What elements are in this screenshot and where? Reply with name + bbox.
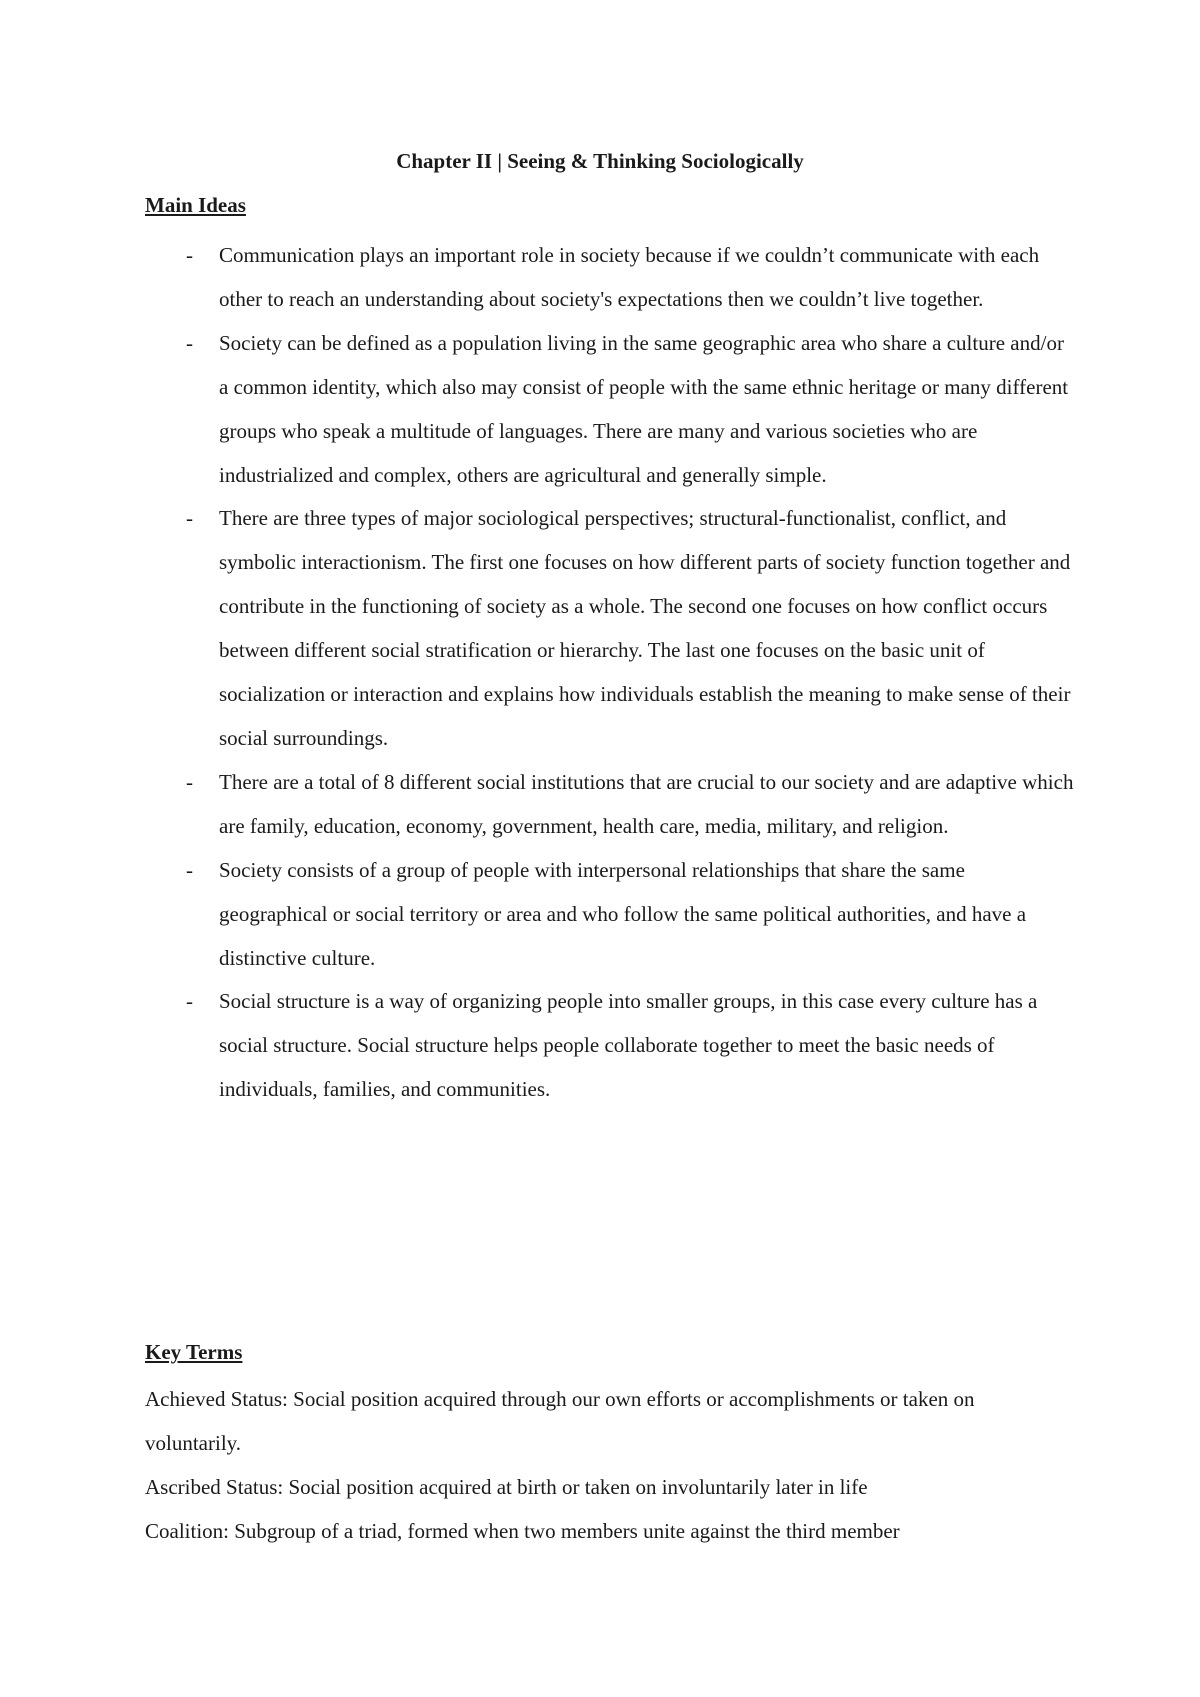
main-idea-text: Social structure is a way of organizing people into smaller groups, in this case every culture has a social structure. Social structure helps people collaborate together to meet the basic needs of individuals, families, and communities. [219,989,1038,1102]
bullet-dash: - [186,506,193,531]
bullet-dash: - [186,769,193,794]
bullet-dash: - [186,243,193,267]
main-idea-text: Society consists of a group of people with interpersonal relationships that share the same geographical or social territory or area and who follow the same political authorities, and have a distinctive culture. [219,857,1027,970]
bullet-dash: - [186,989,193,1014]
main-idea-item [145,761,1075,849]
key-term-definition: Ascribed Status: Social position acquired at birth or taken on involuntarily later in life [145,1474,868,1499]
main-ideas-heading: Main Ideas [145,193,246,217]
bullet-dash: - [186,857,193,882]
key-term-definition: Achieved Status: Social position acquired through our own efforts or accomplishments or taken on voluntarily. [145,1387,975,1455]
main-idea-item [145,234,1075,322]
main-ideas-list [145,234,1075,1112]
key-terms-list [145,1378,1075,1554]
key-terms-heading: Key Terms [145,1340,243,1364]
main-idea-item [145,497,1075,760]
main-idea-item [145,980,1075,1112]
main-idea-text: There are a total of 8 different social institutions that are crucial to our society and are adaptive which are family, education, economy, government, health care, media, military, and religion. [219,769,1074,838]
main-idea-item [145,322,1075,498]
key-term-definition: Coalition: Subgroup of a triad, formed when two members unite against the third member [145,1518,900,1543]
page-title: Chapter II | Seeing & Thinking Sociologically [396,149,804,173]
main-idea-text: There are three types of major sociological perspectives; structural-functionalist, conflict, and symbolic interactionism. The first one focuses on how different parts of society function together and contribute in the functioning of society as a whole. The second one focuses on how conflict occurs between different social stratification or hierarchy. The last one focuses on the basic unit of socialization or interaction and explains how individuals establish the meaning to make sense of their social surroundings. [219,506,1071,750]
main-idea-item [145,849,1075,981]
main-idea-text: Society can be defined as a population living in the same geographic area who share a culture and/or a common identity, which also may consist of people with the same ethnic heritage or many different groups who speak a multitude of languages. There are many and various societies who are industrialized and complex, others are agricultural and generally simple. [219,330,1069,487]
main-idea-text: Communication plays an important role in society because if we couldn’t communicate with each other to reach an understanding about society's expectations then we couldn’t live together. [219,243,1040,311]
bullet-dash: - [186,330,193,355]
